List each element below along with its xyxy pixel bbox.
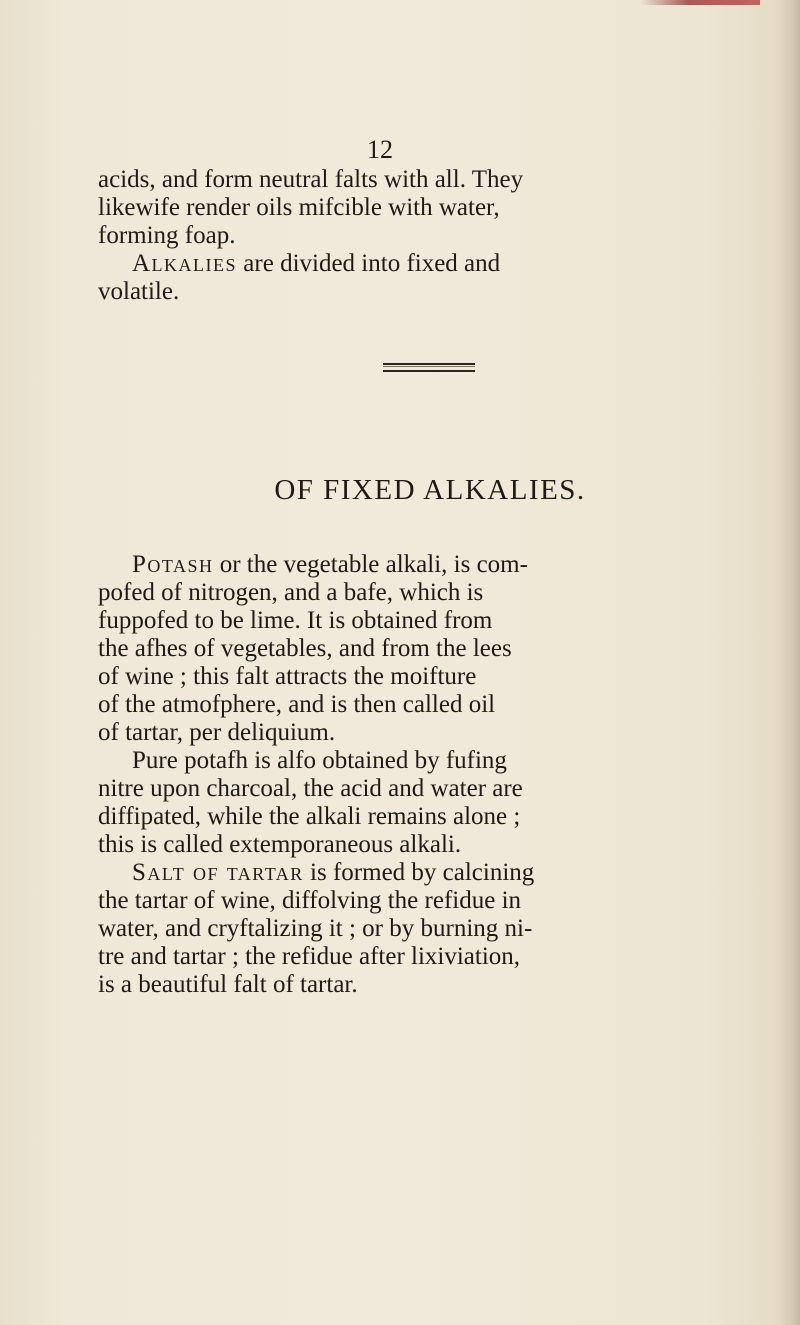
section-heading: OF FIXED ALKALIES. xyxy=(274,474,586,506)
text-line: volatile. xyxy=(98,278,180,305)
opening-paragraph xyxy=(98,166,770,306)
text-line: of tartar, per deliquium. xyxy=(98,719,336,746)
text-line: likewife render oils mifcible with water, xyxy=(98,194,500,221)
text-line: acids, and form neutral falts with all. They xyxy=(98,166,524,193)
text-line: the afhes of vegetables, and from the lees xyxy=(98,635,512,662)
salt-of-tartar-lead: Salt of tartar xyxy=(132,859,304,886)
text-line xyxy=(98,250,770,278)
text-line: pofed of nitrogen, and a bafe, which is xyxy=(98,579,484,606)
section-divider-rule xyxy=(383,363,475,372)
section-divider-rule-inner xyxy=(383,366,475,367)
text-line xyxy=(98,859,770,887)
text-line: nitre upon charcoal, the acid and water are xyxy=(98,775,523,802)
text-line: Pure potafh is alfo obtained by fufing xyxy=(132,747,507,774)
alkalies-lead: Alkalies xyxy=(132,250,238,277)
text-line: of wine ; this falt attracts the moifture xyxy=(98,663,477,690)
text-line xyxy=(98,551,770,579)
potash-line-rest: or the vegetable alkali, is com- xyxy=(213,551,528,578)
text-line: diffipated, while the alkali remains alone ; xyxy=(98,803,521,830)
text-line: is a beautiful falt of tartar. xyxy=(98,971,358,998)
text-line: water, and cryftalizing it ; or by burning ni- xyxy=(98,915,533,942)
text-line: forming foap. xyxy=(98,222,236,249)
text-line: the tartar of wine, diffolving the refidue in xyxy=(98,887,522,914)
text-line: fuppofed to be lime. It is obtained from xyxy=(98,607,493,634)
binding-mark xyxy=(640,0,760,5)
potash-lead: Potash xyxy=(132,551,214,578)
potash-paragraph xyxy=(98,551,770,999)
text-line: of the atmofphere, and is then called oil xyxy=(98,691,496,718)
page-number: 12 xyxy=(367,135,393,164)
salt-line-rest: is formed by calcining xyxy=(303,859,535,886)
alkalies-line-rest: are divided into fixed and xyxy=(237,250,501,277)
text-line: tre and tartar ; the refidue after lixiviation, xyxy=(98,943,521,970)
text-line: this is called extemporaneous alkali. xyxy=(98,831,462,858)
page-edge-shadow xyxy=(778,0,800,1325)
